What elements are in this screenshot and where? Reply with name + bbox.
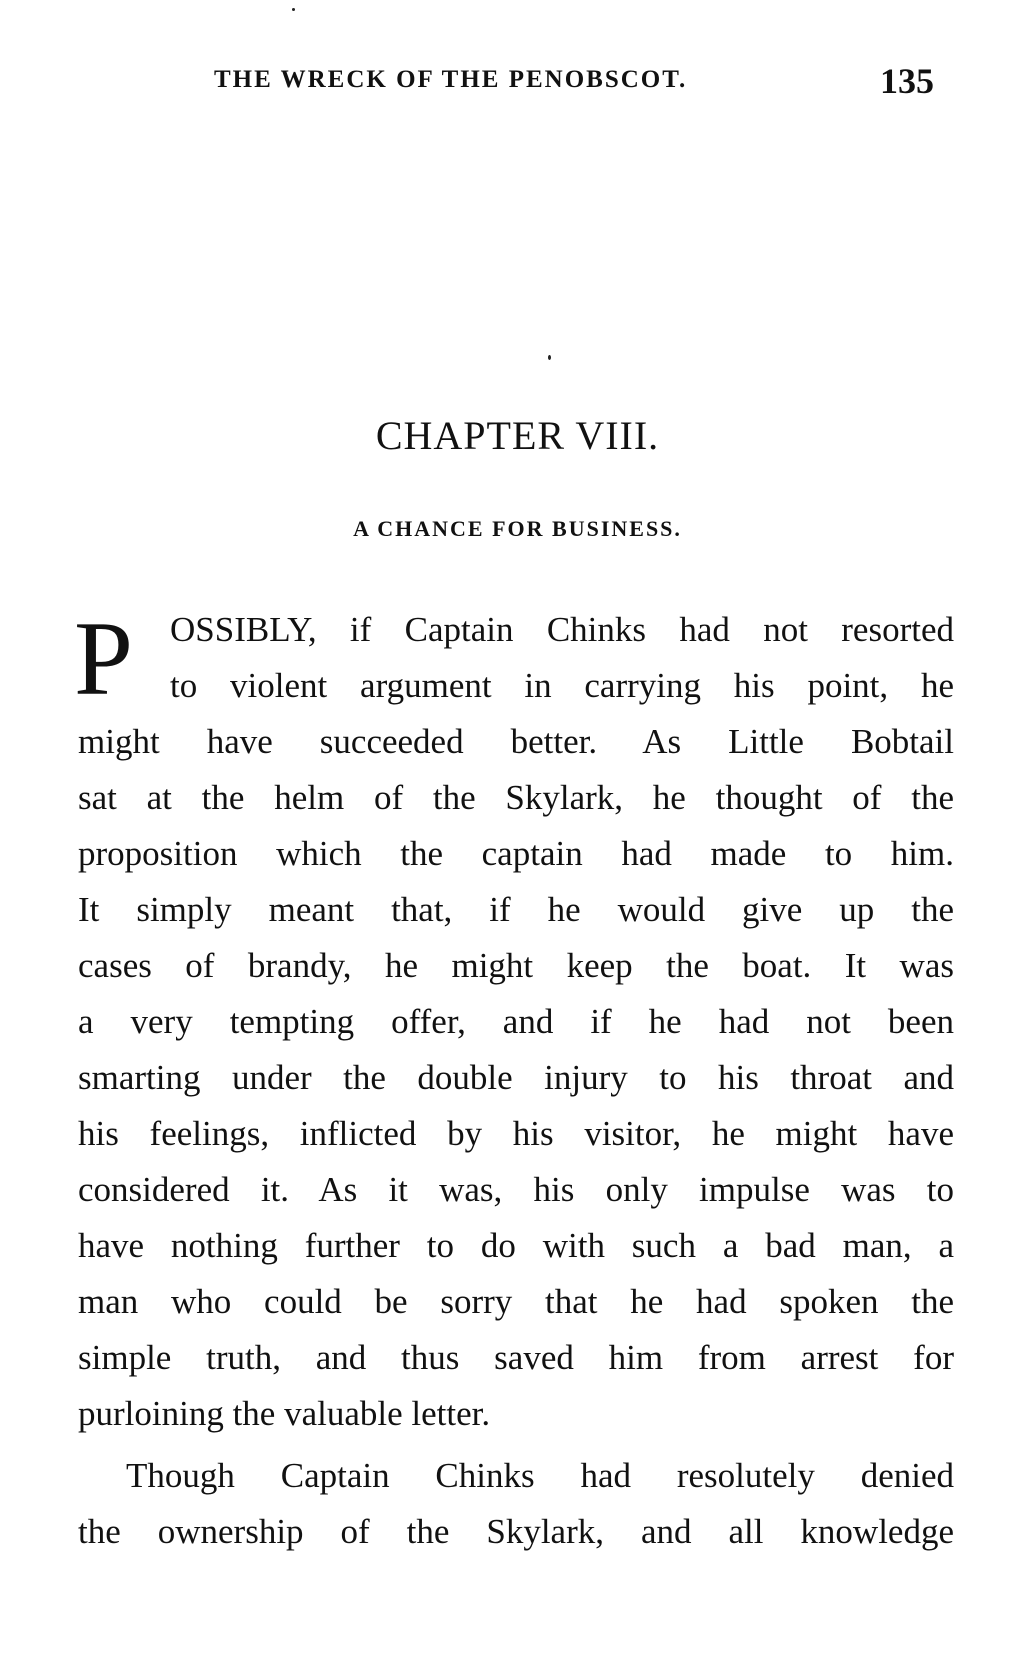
ink-speck [292,8,295,11]
text-line: It simply meant that, if he would give up the [78,890,954,929]
text-line: cases of brandy, he might keep the boat. It was [78,946,954,985]
text-line: have nothing further to do with such a bad man, a [78,1226,954,1265]
text-line: considered it. As it was, his only impulse was to [78,1170,954,1209]
text-line: proposition which the captain had made to him. [78,834,954,873]
body-text [74,600,954,1560]
page-number: 135 [880,61,934,101]
chapter-heading: CHAPTER VIII. [375,413,660,458]
text-line: sat at the helm of the Skylark, he thought of the [78,778,954,817]
text-line: OSSIBLY, if Captain Chinks had not resorted [170,610,954,649]
paragraph [78,1448,954,1560]
text-line: simple truth, and thus saved him from arrest for [78,1338,954,1377]
text-line: man who could be sorry that he had spoken the [78,1282,954,1321]
text-line: smarting under the double injury to his throat and [78,1058,954,1097]
text-line: Though Captain Chinks had resolutely denied [126,1456,954,1495]
ink-speck [548,355,551,360]
running-head: THE WRECK OF THE PENOBSCOT. [214,66,688,93]
text-line: might have succeeded better. As Little Bobtail [78,722,954,761]
text-line: purloining the valuable letter. [78,1394,491,1433]
text-line: the ownership of the Skylark, and all knowledge [78,1512,954,1551]
text-line: his feelings, inflicted by his visitor, he might have [78,1114,954,1153]
chapter-title: A CHANCE FOR BUSINESS. [353,516,682,541]
paragraph [74,600,954,1442]
text-line: a very tempting offer, and if he had not been [78,1002,954,1041]
text-line: to violent argument in carrying his point, he [170,666,954,705]
drop-cap: P [74,600,133,717]
